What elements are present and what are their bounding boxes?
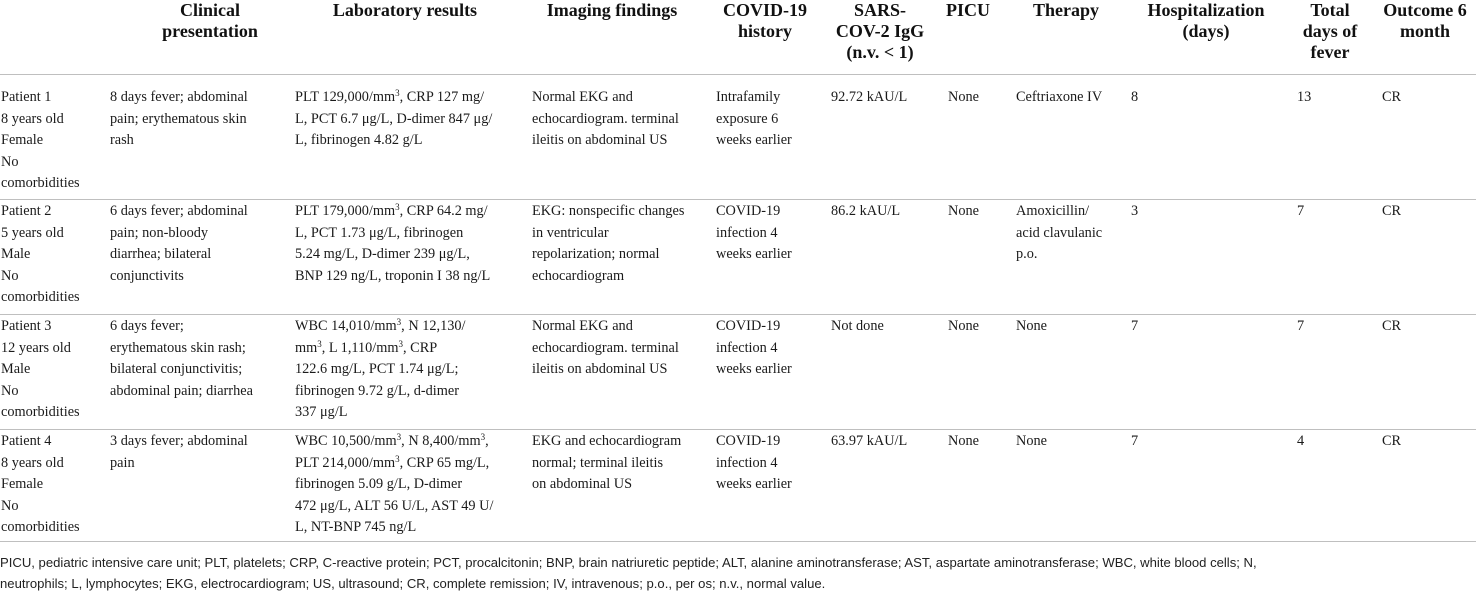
row-divider xyxy=(0,429,1476,430)
cell-imaging xyxy=(532,201,684,287)
cell-line: Female xyxy=(1,476,44,492)
cell-igg xyxy=(831,316,884,338)
cell-line: Patient 3 xyxy=(1,318,52,334)
cell-line: None xyxy=(948,433,979,449)
cell-line: bilateral conjunctivitis; xyxy=(110,361,243,377)
cell-line: None xyxy=(948,318,979,334)
cell-line: CR xyxy=(1382,203,1402,219)
cell-line: ileitis on abdominal US xyxy=(532,361,668,377)
cell-line: erythematous skin rash; xyxy=(110,339,246,356)
cell-line: pain; non-bloody xyxy=(110,224,209,241)
cell-picu xyxy=(948,201,979,223)
column-header-line: Hospitalization xyxy=(1147,0,1265,20)
cell-covid xyxy=(716,87,792,152)
cell-line: None xyxy=(948,203,979,219)
column-header-line: SARS- xyxy=(853,0,906,20)
cell-line: Patient 4 xyxy=(1,433,52,449)
cell-line: WBC $14,010/mm^3$, N 12,130/ xyxy=(295,317,466,334)
cell-clinical xyxy=(110,316,253,402)
cell-fever xyxy=(1297,431,1304,453)
cell-line: L, fibrinogen 4.82 g/L xyxy=(295,132,423,148)
cell-clinical xyxy=(110,201,248,287)
cell-therapy xyxy=(1016,201,1102,266)
cell-line: PLT $214,000/mm^3$, CRP 65 mg/L, xyxy=(295,453,490,471)
cell-patient xyxy=(1,431,80,539)
cell-hosp xyxy=(1131,201,1138,223)
cell-hosp xyxy=(1131,87,1138,109)
cell-line: 13 xyxy=(1297,89,1312,105)
column-header-clinical xyxy=(110,0,310,42)
column-header-picu xyxy=(940,0,996,21)
cell-imaging xyxy=(532,316,679,381)
cell-line: 8 days fever; abdominal xyxy=(110,89,248,105)
cell-patient xyxy=(1,87,80,195)
cell-line: Male xyxy=(1,246,31,262)
column-header-therapy xyxy=(1010,0,1122,21)
column-header-outcome xyxy=(1374,0,1476,42)
cell-line: echocardiogram. terminal xyxy=(532,110,679,127)
cell-line: echocardiogram. terminal xyxy=(532,339,679,356)
cell-line: p.o. xyxy=(1016,246,1038,262)
footnote-line: PICU, pediatric intensive care unit; PLT, platelets; CRP, C-reactive protein; PCT, procalcitonin; BNP, brain natriuretic peptide; ALT, alanine aminotransferase; AST, aspartate aminotransferase; WBC, white blood cells; N, xyxy=(0,555,1257,570)
cell-line: Male xyxy=(1,361,31,377)
cell-clinical xyxy=(110,431,248,474)
column-header-line: COVID-19 xyxy=(723,0,807,20)
cell-hosp xyxy=(1131,316,1138,338)
cell-line: Amoxicillin/ xyxy=(1016,203,1090,219)
cell-igg xyxy=(831,87,907,109)
cell-lab xyxy=(295,431,493,539)
cell-line: 7 xyxy=(1297,203,1305,219)
cell-covid xyxy=(716,201,792,266)
cell-line: conjunctivits xyxy=(110,267,184,284)
cell-line: No xyxy=(1,382,19,399)
column-header-line: (n.v. < 1) xyxy=(846,42,914,62)
cell-line: Patient 1 xyxy=(1,89,52,105)
cell-lab xyxy=(295,316,466,424)
cell-line: comorbidities xyxy=(1,519,80,535)
cell-line: Normal EKG and xyxy=(532,89,633,105)
cell-covid xyxy=(716,316,792,381)
cell-line: 92.72 kAU/L xyxy=(831,89,908,105)
cell-line: Intrafamily xyxy=(716,89,781,105)
footnote-line: neutrophils; L, lymphocytes; EKG, electrocardiogram; US, ultrasound; CR, complete remission; IV, intravenous; p.o., per os; n.v., normal value. xyxy=(0,575,826,591)
cell-line: EKG: nonspecific changes xyxy=(532,203,685,219)
cell-line: No xyxy=(1,267,19,284)
cell-line: 7 xyxy=(1131,318,1139,334)
cell-igg xyxy=(831,201,900,223)
column-header-line: days of xyxy=(1302,21,1358,41)
cell-line: BNP 129 ng/L, troponin I 38 ng/L xyxy=(295,267,491,284)
column-header-line: PICU xyxy=(946,0,990,20)
column-header-line: Clinical xyxy=(179,0,240,20)
column-header-igg xyxy=(824,0,936,63)
cell-outcome xyxy=(1382,316,1401,338)
cell-line: L, NT-BNP 745 ng/L xyxy=(295,519,417,535)
column-header-line: presentation xyxy=(162,21,258,41)
cell-line: pain xyxy=(110,454,135,471)
cell-line: No xyxy=(1,497,19,514)
cell-line: comorbidities xyxy=(1,175,80,191)
cell-line: weeks earlier xyxy=(716,246,792,262)
cell-line: COVID-19 xyxy=(716,433,781,449)
column-header-line: Imaging findings xyxy=(546,0,678,20)
cell-line: None xyxy=(948,89,979,105)
cell-line: 122.6 mg/L, PCT 1.74 μg/L; xyxy=(295,361,459,377)
cell-therapy xyxy=(1016,431,1047,453)
cell-line: comorbidities xyxy=(1,404,80,420)
cell-line: CR xyxy=(1382,318,1402,334)
cell-line: weeks earlier xyxy=(716,132,792,148)
cell-line: 337 μg/L xyxy=(295,404,348,420)
cell-line: Patient 2 xyxy=(1,203,52,219)
cell-line: infection 4 xyxy=(716,339,778,356)
cell-line: COVID-19 xyxy=(716,203,781,219)
cell-line: Female xyxy=(1,132,44,148)
cell-line: $mm^3$, L $1,110/mm^3$, CRP xyxy=(295,338,438,356)
cell-line: None xyxy=(1016,433,1047,449)
cell-line: 7 xyxy=(1131,433,1139,449)
cell-line: fibrinogen 5.09 g/L, D-dimer xyxy=(295,476,463,492)
cell-imaging xyxy=(532,87,679,152)
cell-line: 5.24 mg/L, D-dimer 239 μg/L, xyxy=(295,246,470,262)
table-footnote xyxy=(0,553,1476,594)
cell-igg xyxy=(831,431,907,453)
cell-line: COVID-19 xyxy=(716,318,781,334)
cell-line: ileitis on abdominal US xyxy=(532,132,668,148)
cell-picu xyxy=(948,316,979,338)
cell-line: 12 years old xyxy=(1,339,71,356)
cell-line: in ventricular xyxy=(532,224,609,241)
column-header-line: fever xyxy=(1310,42,1350,62)
cell-line: L, PCT 6.7 μg/L, D-dimer 847 μg/ xyxy=(295,110,493,127)
column-header-fever xyxy=(1286,0,1374,63)
cell-line: WBC $10,500/mm^3$, N $8,400/mm^3$, xyxy=(295,432,489,449)
cell-line: 5 years old xyxy=(1,224,64,241)
cell-line: EKG and echocardiogram xyxy=(532,433,682,449)
cell-line: None xyxy=(1016,318,1047,334)
cell-clinical xyxy=(110,87,248,152)
cell-line: normal; terminal ileitis xyxy=(532,454,664,471)
cell-line: 8 years old xyxy=(1,454,64,471)
cell-fever xyxy=(1297,201,1304,223)
cell-line: fibrinogen 9.72 g/L, d-dimer xyxy=(295,382,459,399)
column-header-imaging xyxy=(528,0,696,21)
cell-imaging xyxy=(532,431,681,496)
column-header-line: history xyxy=(738,21,792,41)
cell-line: echocardiogram xyxy=(532,267,625,284)
cell-line: rash xyxy=(110,132,134,148)
cell-therapy xyxy=(1016,316,1047,338)
cell-line: 3 days fever; abdominal xyxy=(110,433,248,449)
cell-picu xyxy=(948,431,979,453)
cell-line: 3 xyxy=(1131,203,1139,219)
cell-therapy xyxy=(1016,87,1102,109)
table-header xyxy=(0,0,1476,74)
column-header-lab xyxy=(290,0,520,21)
column-header-line: COV-2 IgG xyxy=(835,21,925,41)
cell-outcome xyxy=(1382,87,1401,109)
column-header-covid xyxy=(710,0,820,42)
cell-line: 4 xyxy=(1297,433,1305,449)
cell-line: 6 days fever; xyxy=(110,318,184,334)
cell-line: CR xyxy=(1382,433,1402,449)
cell-patient xyxy=(1,201,80,309)
cell-line: Normal EKG and xyxy=(532,318,633,334)
cell-lab xyxy=(295,87,492,152)
cell-line: weeks earlier xyxy=(716,361,792,377)
cell-hosp xyxy=(1131,431,1138,453)
header-divider xyxy=(0,74,1476,75)
cell-line: Not done xyxy=(831,318,884,334)
cell-line: Ceftriaxone IV xyxy=(1016,89,1103,105)
cell-line: exposure 6 xyxy=(716,110,779,127)
cell-line: 8 xyxy=(1131,89,1139,105)
cell-line: L, PCT 1.73 μg/L, fibrinogen xyxy=(295,224,464,241)
cell-line: PLT $179,000/mm^3$, CRP 64.2 mg/ xyxy=(295,202,488,219)
cell-patient xyxy=(1,316,80,424)
column-header-hosp xyxy=(1130,0,1282,42)
column-header-line: Outcome 6 xyxy=(1383,0,1467,20)
cell-line: diarrhea; bilateral xyxy=(110,246,212,262)
cell-line: 63.97 kAU/L xyxy=(831,433,908,449)
cell-outcome xyxy=(1382,201,1401,223)
column-header-line: (days) xyxy=(1182,21,1230,41)
column-header-line: month xyxy=(1399,21,1450,41)
cell-line: 6 days fever; abdominal xyxy=(110,203,248,219)
cell-line: infection 4 xyxy=(716,454,778,471)
cell-line: weeks earlier xyxy=(716,476,792,492)
cell-covid xyxy=(716,431,792,496)
column-header-line: Total xyxy=(1310,0,1350,20)
cell-line: CR xyxy=(1382,89,1402,105)
cell-line: PLT $129,000/mm^3$, CRP 127 mg/ xyxy=(295,88,485,105)
cell-fever xyxy=(1297,316,1304,338)
row-divider xyxy=(0,314,1476,315)
cell-picu xyxy=(948,87,979,109)
cell-line: infection 4 xyxy=(716,224,778,241)
row-divider xyxy=(0,199,1476,200)
cell-line: No xyxy=(1,153,19,170)
cell-line: acid clavulanic xyxy=(1016,224,1103,241)
cell-line: abdominal pain; diarrhea xyxy=(110,382,253,399)
cell-line: 8 years old xyxy=(1,110,64,127)
cell-line: repolarization; normal xyxy=(532,246,660,262)
cell-fever xyxy=(1297,87,1311,109)
cell-line: comorbidities xyxy=(1,289,80,305)
cell-outcome xyxy=(1382,431,1401,453)
column-header-line: Laboratory results xyxy=(332,0,478,20)
cell-line: 86.2 kAU/L xyxy=(831,203,901,219)
cell-line: pain; erythematous skin xyxy=(110,110,247,127)
cell-line: 7 xyxy=(1297,318,1305,334)
row-divider xyxy=(0,541,1476,542)
column-header-line: Therapy xyxy=(1032,0,1099,20)
cell-line: 472 μg/L, ALT 56 U/L, AST 49 U/ xyxy=(295,497,494,514)
cell-lab xyxy=(295,201,490,287)
cell-line: on abdominal US xyxy=(532,476,633,492)
